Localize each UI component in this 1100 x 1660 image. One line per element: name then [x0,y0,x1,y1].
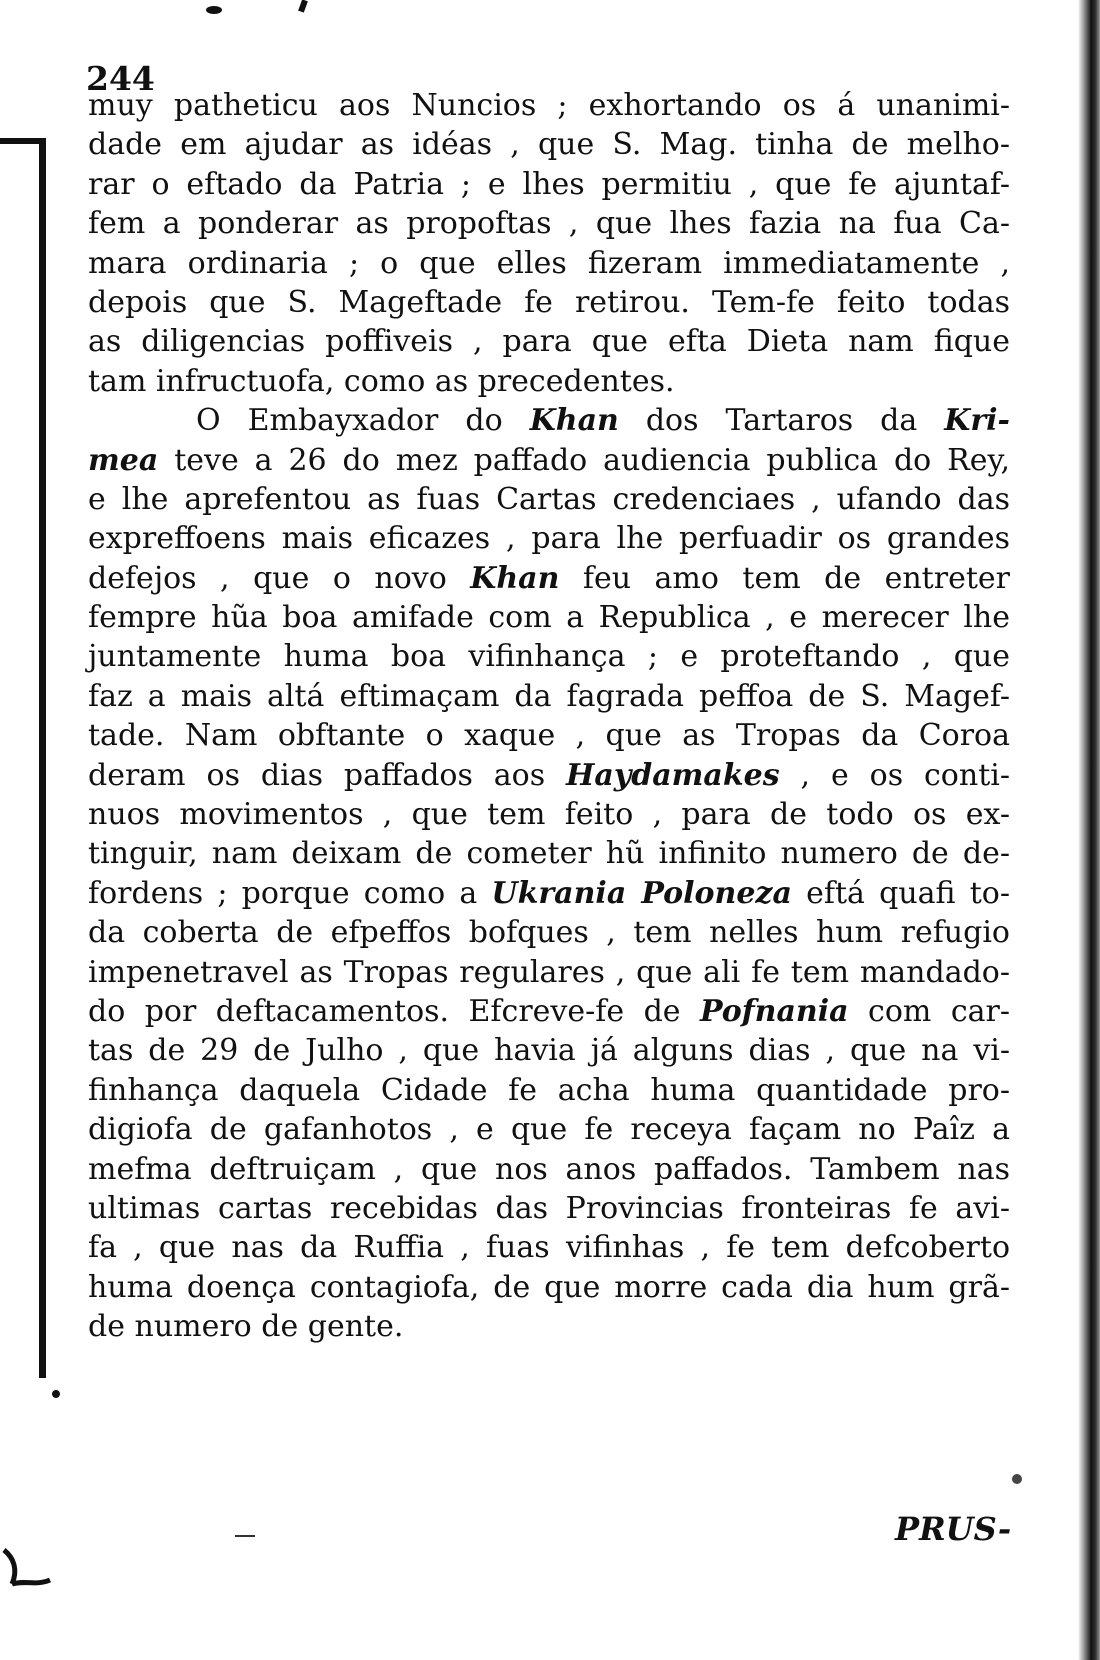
ink-mark [298,0,308,13]
text-segment: tas de 29 de Julho , que havia já alguns dias , que na vi- [88,1033,1010,1069]
text-segment: do por deftacamentos. Efcreve-fe de [88,993,700,1029]
text-line [88,1189,1010,1228]
text-line [88,598,1010,637]
text-segment: finhança daquela Cidade fe acha huma quantidade pro- [88,1072,1010,1108]
text-line [88,1228,1010,1267]
text-line [88,86,1010,125]
text-segment: da coberta de efpeffos bofques , tem nelles hum refugio [88,915,1010,951]
text-line [88,756,1010,795]
text-segment: O Embayxador do [196,403,530,439]
text-segment: tam infructuofa, como as precedentes. [88,363,675,399]
text-segment: as diligencias poffiveis , para que efta Dieta nam fique [88,324,1010,360]
text-segment: defejos , que o novo [88,560,471,596]
italic-name: Pofnania [700,993,849,1029]
text-line [88,834,1010,873]
text-line [88,165,1010,204]
text-line [88,244,1010,283]
text-segment: dade em ajudar as idéas , que S. Mag. tinha de melho- [88,127,1010,163]
text-line [88,795,1010,834]
text-segment: mefma deftruiçam , que nos anos paffados. Tambem nas [88,1151,1010,1187]
text-line [88,480,1010,519]
text-line [88,1307,1010,1346]
ink-dash [235,1535,255,1537]
page-edge-shadow [1078,0,1100,1660]
text-line [88,1031,1010,1070]
text-segment: e lhe aprefentou as fuas Cartas credenciaes , ufando das [88,481,1010,517]
text-segment: mara ordinaria ; o que elles fizeram immediatamente , [88,245,1010,281]
italic-name: Khan [529,403,619,439]
text-line [88,519,1010,558]
text-segment: expreffoens mais eficazes , para lhe perfuadir os grandes [88,521,1010,557]
text-line [88,401,1010,440]
text-segment: huma doença contagiofa, de que morre cada dia hum grã- [88,1269,1010,1305]
text-segment: rar o eftado da Patria ; e lhes permitiu , que fe ajuntaf- [88,166,1010,202]
text-line [88,677,1010,716]
text-segment: nuos movimentos , que tem feito , para de todo os ex- [88,797,1010,833]
text-line [88,992,1010,1031]
text-line [88,1071,1010,1110]
text-segment: fempre hũa boa amifade com a Republica , e merecer lhe [88,600,1010,636]
text-line [88,125,1010,164]
text-line [88,716,1010,755]
text-line [88,559,1010,598]
text-line [88,441,1010,480]
text-segment: teve a 26 do mez paffado audiencia publica do Rey, [158,442,1010,478]
text-segment: com car- [848,993,1010,1029]
text-line [88,1110,1010,1149]
text-segment: eftá quafi to- [791,875,1010,911]
body-text [88,86,1010,1347]
text-segment: impenetravel as Tropas regulares , que ali fe tem mandado- [88,954,1010,990]
text-segment: dos Tartaros da [618,403,945,439]
text-segment: faz a mais altá eftimaçam da fagrada peffoa de S. Magef- [88,678,1010,714]
text-segment: muy patheticu aos Nuncios ; exhortando os á unanimi- [88,88,1010,123]
text-segment: , e os conti- [779,757,1010,793]
text-segment: tade. Nam obftante o xaque , que as Tropas da Coroa [88,718,1010,754]
binding-margin-line [0,138,46,1378]
text-segment: feu amo tem de entreter [559,560,1010,596]
page-number: 244 [86,59,155,98]
catchword: PRUS- [895,1510,1012,1548]
text-segment: digiofa de gafanhotos , e que fe receya façam no Paîz a [88,1112,1010,1148]
text-line [88,874,1010,913]
text-line [88,1268,1010,1307]
italic-name: Ukrania Poloneza [491,875,792,911]
text-segment: juntamente huma boa vifinhança ; e proteftando , que [88,639,1010,675]
text-segment: fa , que nas da Ruffia , fuas vifinhas , fe tem defcoberto [88,1230,1010,1266]
text-line [88,322,1010,361]
ink-scribble [0,1540,56,1600]
text-line [88,1150,1010,1189]
text-line [88,362,1010,401]
text-segment: depois que S. Mageftade fe retirou. Tem-fe feito todas [88,284,1010,320]
ink-dot [1012,1474,1022,1484]
text-segment: deram os dias paffados aos [88,757,567,793]
text-segment: fordens ; porque como a [88,875,492,911]
text-segment: tinguir, nam deixam de cometer hũ infinito numero de de- [88,836,1010,872]
ink-dot [52,1390,60,1398]
text-line [88,283,1010,322]
italic-name: mea [88,442,159,478]
text-line [88,637,1010,676]
italic-name: Khan [470,560,560,596]
ink-blot [206,6,222,14]
text-line [88,913,1010,952]
italic-name: Haydamakes [566,757,780,793]
text-line [88,953,1010,992]
italic-name: Kri- [944,403,1010,439]
text-segment: de numero de gente. [88,1309,404,1345]
text-segment: fem a ponderar as propoftas , que lhes fazia na fua Ca- [88,206,1010,242]
text-segment: ultimas cartas recebidas das Provincias fronteiras fe avi- [88,1190,1010,1226]
text-line [88,204,1010,243]
